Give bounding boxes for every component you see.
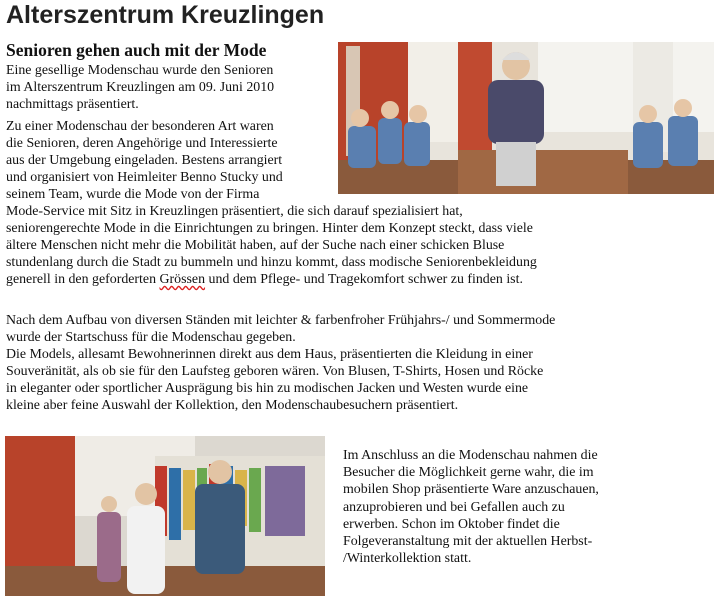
- text-line: in eleganter oder sportlicher Ausprägung bis hin zu modischen Jacken und Westen wurde eine: [6, 381, 529, 396]
- text-line: /Winterkollektion statt.: [343, 551, 472, 567]
- text-fragment: und dem Pflege- und Tragekomfort schwer zu finden ist.: [205, 272, 523, 287]
- text-line: seinem Team, wurde die Mode von der Firma: [6, 187, 260, 202]
- text-line: seniorengerechte Mode in die Einrichtungen zu bringen. Hinter dem Konzept steckt, dass viele: [6, 221, 533, 236]
- body-paragraph-2: [6, 312, 555, 414]
- text-line: Nach dem Aufbau von diversen Ständen mit leichter & farbenfroher Frühjahrs-/ und Sommermode: [6, 313, 556, 328]
- text-line: anzuprobieren und bei Gefallen auch zu: [343, 499, 565, 515]
- text-line: im Alterszentrum Kreuzlingen am 09. Juni 2010: [6, 80, 275, 95]
- text-line: mobilen Shop präsentierte Ware anzuschauen,: [343, 482, 599, 498]
- body-paragraph-3: [343, 447, 599, 567]
- mobile-shop-photo: [5, 436, 325, 596]
- text-line: kleine aber feine Auswahl der Kollektion, den Modenschaubesuchern präsentiert.: [6, 398, 459, 413]
- page-title: Alterszentrum Kreuzlingen: [6, 1, 325, 29]
- text-line: Mode-Service mit Sitz in Kreuzlingen präsentiert, die sich darauf spezialisiert hat,: [6, 204, 463, 219]
- text-line: die Senioren, deren Angehörige und Interessierte: [6, 136, 278, 151]
- text-line: Besucher die Möglichkeit gerne wahr, die im: [343, 465, 594, 481]
- text-fragment: generell in den geforderten: [6, 272, 160, 287]
- text-line: nachmittags präsentiert.: [6, 97, 139, 112]
- text-line: [6, 271, 537, 288]
- spellcheck-word: Grössen: [159, 272, 206, 287]
- article-subtitle: Senioren gehen auch mit der Mode: [6, 40, 267, 60]
- fashion-show-photo: [338, 42, 714, 194]
- text-line: stundenlang durch die Stadt zu bummeln und hinzu kommt, dass modische Seniorenbekleidung: [6, 255, 537, 270]
- text-line: Folgeveranstaltung mit der aktuellen Herbst-: [343, 534, 593, 550]
- text-line: ältere Menschen nicht mehr die Mobilität haben, auf der Suche nach einer schicken Bluse: [6, 238, 505, 253]
- text-line: Die Models, allesamt Bewohnerinnen direkt aus dem Haus, präsentierten die Kleidung in einer: [6, 347, 533, 362]
- text-line: wurde der Startschuss für die Modenschau gegeben.: [6, 330, 296, 345]
- text-line: erwerben. Schon im Oktober findet die: [343, 516, 560, 532]
- text-line: und organisiert von Heimleiter Benno Stucky und: [6, 170, 283, 185]
- text-line: Zu einer Modenschau der besonderen Art waren: [6, 119, 274, 134]
- intro-paragraph: [6, 62, 274, 113]
- text-line: aus der Umgebung eingeladen. Bestens arrangiert: [6, 153, 283, 168]
- text-line: Souveränität, als ob sie für den Laufsteg geboren wären. Von Blusen, T-Shirts, Hosen und Röcke: [6, 364, 544, 379]
- text-line: Im Anschluss an die Modenschau nahmen die: [343, 448, 598, 463]
- text-line: Eine gesellige Modenschau wurde den Senioren: [6, 63, 274, 78]
